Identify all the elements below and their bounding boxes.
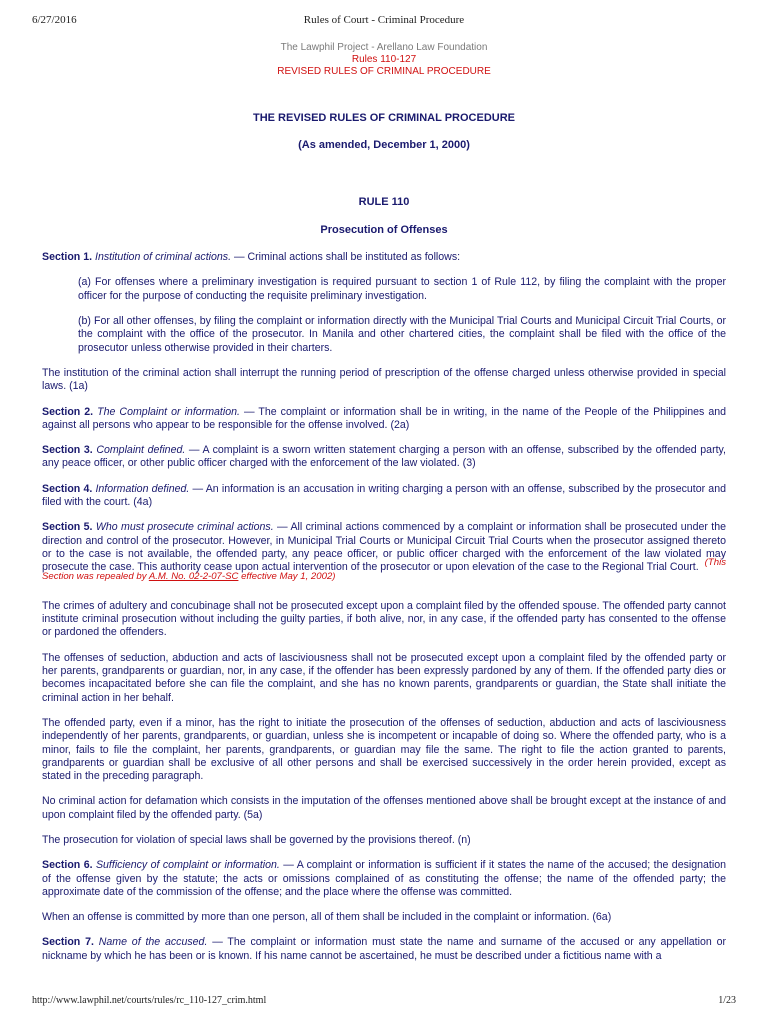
repeal-suffix: effective May 1, 2002) xyxy=(238,570,336,582)
section-1 xyxy=(42,251,726,264)
section-label: Section 7. xyxy=(42,936,94,949)
section-1-paragraph: The institution of the criminal action shall interrupt the running period of prescription of the offense charged unless otherwise provided in special laws. (1a) xyxy=(42,366,726,393)
document-title: THE REVISED RULES OF CRIMINAL PROCEDURE xyxy=(253,112,515,124)
section-text: — All criminal actions commenced by a complaint or information shall be prosecuted under the direction and control of the prosecutor. However, in Municipal Trial Courts or Municipal Circuit Trial Courts when the prosecutor assigned thereto or to the case is not available, the offended party, any peace officer, or public officer charged with the enforcement of the law violated may prosecute the case. This authority cease upon actual intervention of the prosecutor or upon elevation of the case to the Regional Trial Court. xyxy=(42,521,726,574)
rules-range: Rules 110-127 xyxy=(351,54,417,65)
section-heading: Sufficiency of complaint or information. xyxy=(95,859,280,872)
section-3 xyxy=(42,444,726,471)
section-text: — A complaint is a sworn written statement charging a person with an offense, subscribed by the offended party, any peace officer, or other public officer charged with the enforcement of the law violated. (3) xyxy=(42,444,726,470)
section-heading: Who must prosecute criminal actions. xyxy=(95,521,274,534)
document-body xyxy=(42,112,726,963)
section-text: — A complaint or information is sufficient if it states the name of the accused; the designation of the offense given by the statute; the acts or omissions complained of as constituting the offense; the name of the offended party; the approximate date of the commission of the offense; and the place where the offense was committed. xyxy=(42,859,726,898)
section-6 xyxy=(42,859,726,899)
section-7 xyxy=(42,936,726,963)
section-4 xyxy=(42,483,726,510)
section-5-paragraph-4: The offended party, even if a minor, has the right to initiate the prosecution of the offenses of seduction, abduction and acts of lasciviousness independently of her parents, grandparents, or guardian, unless she is incompetent or incapable of doing so. Where the offended party, who is a minor, fails to file the complaint, her parents, grandparents, or guardian may file the same. The right to file the action granted to parents, grandparents or guardian shall be exclusive of all other persons and shall be exercised successively in the order herein provided, except as stated in the preceding paragraph. xyxy=(42,716,726,783)
section-label: Section 5. xyxy=(42,521,93,534)
site-subtitle: REVISED RULES OF CRIMINAL PROCEDURE xyxy=(277,66,491,77)
section-5 xyxy=(42,521,726,587)
section-heading: Institution of criminal actions. xyxy=(95,251,232,264)
section-heading: The Complaint or information. xyxy=(97,405,240,418)
section-text: — Criminal actions shall be instituted as follows: xyxy=(231,251,461,264)
section-label: Section 2. xyxy=(42,405,94,418)
page-number: 1/23 xyxy=(718,995,736,1006)
section-heading: Complaint defined. xyxy=(96,444,186,457)
section-2 xyxy=(42,406,726,433)
section-5-paragraph-5: No criminal action for defamation which consists in the imputation of the offenses mentioned above shall be brought except at the instance of and upon complaint filed by the offended party. (5a) xyxy=(42,795,726,821)
section-1-item-b: (b) For all other offenses, by filing the complaint or information directly with the Municipal Trial Courts and Municipal Circuit Trial Courts, or the complaint with the office of the prosecutor. In Manila and other chartered cities, the complaint shall be filed with the office of the prosecutor unless otherwise provided in their charters. xyxy=(78,315,726,354)
section-label: Section 6. xyxy=(42,859,93,872)
site-header xyxy=(0,42,768,78)
project-name: The Lawphil Project - Arellano Law Foundation xyxy=(280,42,488,53)
section-5-paragraph-2: The crimes of adultery and concubinage shall not be prosecuted except upon a complaint filed by the offended spouse. The offended party cannot institute criminal prosecution without including the guilty parties, if both alive, nor, in any case, if the offended party has consented to the offense or pardoned the offenders. xyxy=(42,599,726,639)
print-date: 6/27/2016 xyxy=(32,14,77,26)
section-heading: Name of the accused. xyxy=(98,936,208,949)
section-5-paragraph-3: The offenses of seduction, abduction and acts of lasciviousness shall not be prosecuted except upon a complaint filed by the offended party or her parents, grandparents or guardian, nor, in any case, if the offender has been expressly pardoned by any of them. If the offended party dies or becomes incapacitated before she can file the complaint, and she has no known parents, grandparents or guardian, the State shall initiate the criminal action in her behalf. xyxy=(42,651,726,704)
section-text: — The complaint or information shall be in writing, in the name of the People of the Philippines and against all persons who appear to be responsible for the offense involved. (2a) xyxy=(42,405,727,431)
am-no-link[interactable]: A.M. No. 02-2-07-SC xyxy=(148,570,239,582)
repeal-prefix: (This Section was repealed by xyxy=(42,557,726,582)
section-1-item-a: (a) For offenses where a preliminary investigation is required pursuant to section 1 of Rule 112, by filing the complaint with the proper officer for the purpose of conducting the requisite preliminary investigation. xyxy=(78,276,726,302)
document-subtitle: (As amended, December 1, 2000) xyxy=(298,139,470,152)
section-5-paragraph-6: The prosecution for violation of special laws shall be governed by the provisions thereof. (n) xyxy=(42,833,471,846)
section-6-paragraph-2: When an offense is committed by more than one person, all of them shall be included in the complaint or information. (6a) xyxy=(42,911,612,924)
section-heading: Information defined. xyxy=(95,482,190,495)
section-text: — The complaint or information must state the name and surname of the accused or any appellation or nickname by which he has been or is known. If his name cannot be ascertained, he must be described under a fictitious name with a xyxy=(42,936,726,962)
print-title: Rules of Court - Criminal Procedure xyxy=(303,14,465,26)
page-url: http://www.lawphil.net/courts/rules/rc_110-127_crim.html xyxy=(32,995,267,1006)
section-label: Section 4. xyxy=(42,482,93,495)
rule-number: RULE 110 xyxy=(358,195,410,208)
rule-title: Prosecution of Offenses xyxy=(320,223,448,236)
section-label: Section 1. xyxy=(42,251,93,264)
section-text: — An information is an accusation in writing charging a person with an offense, subscribed by the prosecutor and filed with the court. (4a) xyxy=(42,482,726,509)
section-label: Section 3. xyxy=(42,444,93,457)
